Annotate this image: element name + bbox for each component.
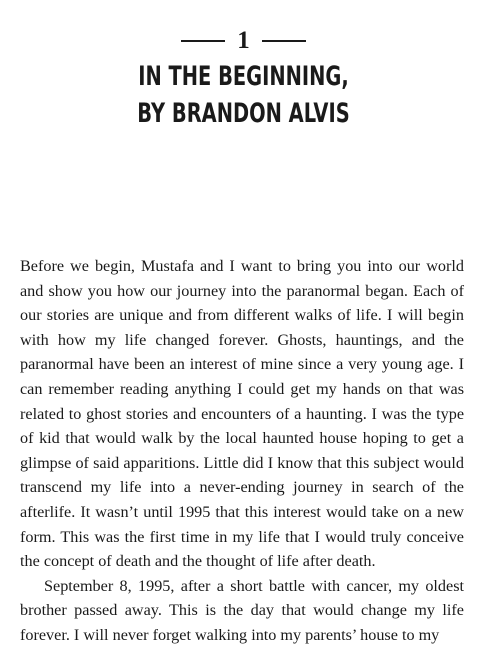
right-rule (262, 40, 306, 42)
chapter-number-row (0, 24, 487, 58)
chapter-number: 1 (237, 27, 250, 54)
chapter-heading (0, 24, 487, 132)
body-text (20, 254, 464, 648)
paragraph-1: Before we begin, Mustafa and I want to bring you into our world and show you how our journey into the paranormal began. Each of our stories are unique and from different walks of life. I will begin with how my life changed forever. Ghosts, hauntings, and the paranormal have been an interest of mine since a very young age. I can remember reading anything I could get my hands on that was related to ghost stories and encounters of a haunting. I was the type of kid that would walk by the local haunted house hoping to get a glimpse of said apparitions. Little did I know that this subject would transcend my life into a never-ending journey in search of the afterlife. It wasn’t until 1995 that this interest would take on a new form. This was the first time in my life that I would truly conceive the concept of death and the thought of life after death. (20, 257, 464, 571)
chapter-title-line-2: BY BRANDON ALVIS (137, 98, 350, 129)
left-rule (181, 40, 225, 42)
chapter-title-line-1: IN THE BEGINNING, (138, 61, 349, 92)
paragraph-2: September 8, 1995, after a short battle with cancer, my oldest brother passed away. This is the day that would change my life forever. I will never forget walking into my parents’ house to my (20, 576, 464, 644)
